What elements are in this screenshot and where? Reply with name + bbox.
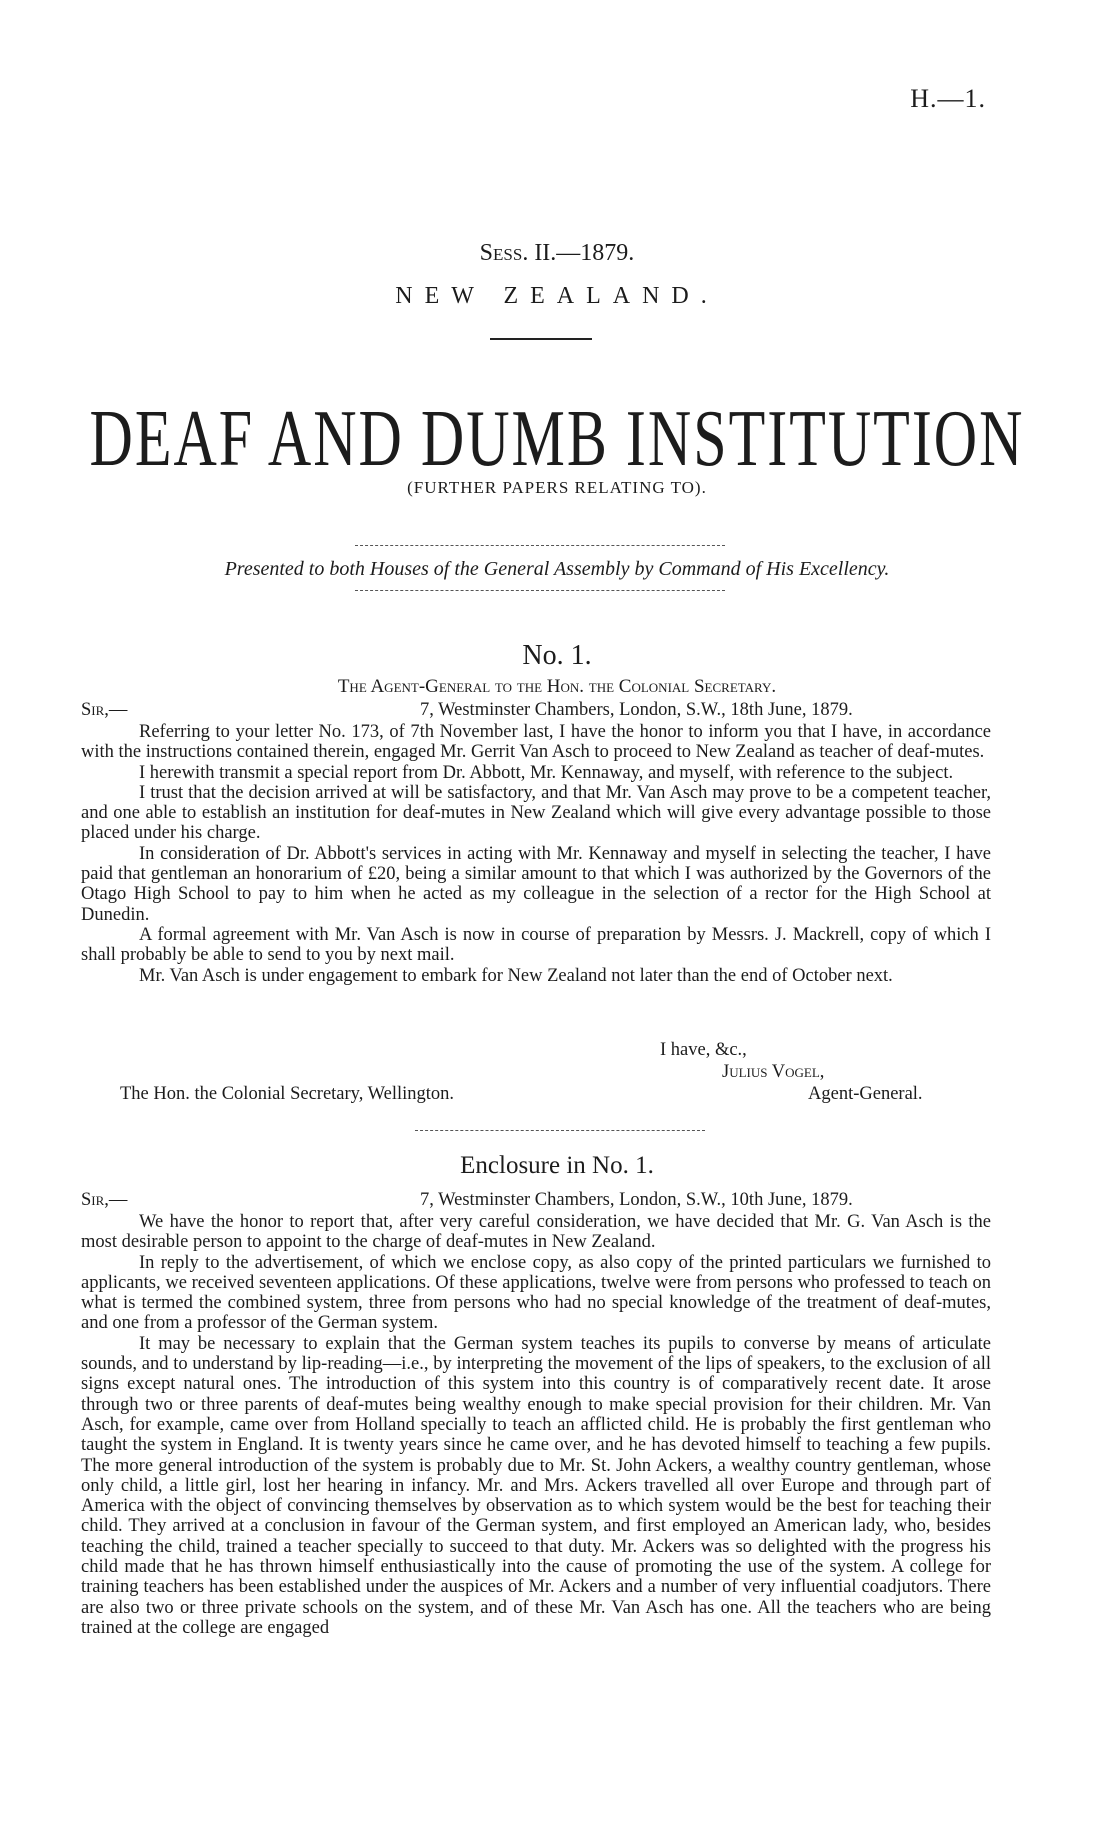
letter-paragraph: I herewith transmit a special report from Dr. Abbott, Mr. Kennaway, and myself, with reference to the subject. [139, 762, 954, 783]
session-line: Sess. II.—1879. [479, 240, 635, 266]
letter-number: No. 1. [522, 640, 592, 671]
divider [355, 590, 725, 591]
letter-addressee: The Hon. the Colonial Secretary, Wellington. [120, 1084, 455, 1104]
divider [490, 338, 592, 340]
divider [355, 545, 725, 546]
enclosure-body [81, 1212, 991, 1638]
letter-paragraph: Mr. Van Asch is under engagement to embark for New Zealand not later than the end of October next. [139, 965, 893, 986]
letter-address-date: 7, Westminster Chambers, London, S.W., 18th June, 1879. [420, 700, 853, 720]
country-line: NEW ZEALAND. [395, 283, 719, 309]
letter-salutation: Sir,— [81, 700, 128, 720]
letter-closing: I have, &c., [660, 1040, 747, 1060]
letter-body [81, 722, 991, 986]
letter-paragraph: In consideration of Dr. Abbott's services in acting with Mr. Kennaway and myself in selecting the teacher, I have paid that gentleman an honorarium of £20, being a similar amount to that which I was authorized by the Governors of the Otago High School to pay to him when he acted as my colleague in the selection of a rector for the High School at Dunedin. [81, 843, 991, 925]
divider [415, 1130, 705, 1131]
document-subtitle: (FURTHER PAPERS RELATING TO). [407, 478, 707, 497]
enclosure-address-date: 7, Westminster Chambers, London, S.W., 10th June, 1879. [420, 1190, 853, 1210]
enclosure-paragraph: It may be necessary to explain that the German system teaches its pupils to converse by means of articulate sounds, and to understand by lip-reading—i.e., by interpreting the movement of the lips of speakers, to the exclusion of all signs except natural ones. The introduction of this system into this country is of comparatively recent date. It arose through two or three parents of deaf-mutes being wealthy enough to make special provision for their children. Mr. Van Asch, for example, came over from Holland specially to teach an afflicted child. He is probably the first gentleman who taught the system in England. It is twenty years since he came over, and he has devoted himself to teaching a few pupils. The more general introduction of the system is probably due to Mr. St. John Ackers, a wealthy country gentleman, whose only child, a little girl, lost her hearing in infancy. Mr. and Mrs. Ackers travelled all over Europe and through part of America with the object of convincing themselves by observation as to which system would be the best for teaching their child. They arrived at a conclusion in favour of the German system, and first employed an American lady, who, besides teaching the child, trained a teacher specially to succeed to that duty. Mr. Ackers was so delighted with the progress his child made that he has thrown himself enthusiastically into the cause of promoting the use of the system. A college for training teachers has been established under the auspices of Mr. Ackers and a number of very influential coadjutors. There are also two or three private schools on the system, and of these Mr. Van Asch has one. All the teachers who are being trained at the college are engaged [81, 1333, 991, 1638]
enclosure-heading: Enclosure in No. 1. [460, 1152, 654, 1179]
presented-line: Presented to both Houses of the General Assembly by Command of His Excellency. [224, 558, 890, 580]
page-identifier: H.—1. [910, 84, 986, 113]
letter-signature-title: Agent-General. [808, 1084, 923, 1104]
letter-from-to: The Agent-General to the Hon. the Colonial Secretary. [337, 676, 777, 697]
document-title: DEAF AND DUMB INSTITUTION [89, 393, 1025, 483]
letter-signature: Julius Vogel, [722, 1062, 825, 1082]
enclosure-paragraph: In reply to the advertisement, of which we enclose copy, as also copy of the printed particulars we furnished to applicants, we received seventeen applications. Of these applications, twelve were from persons who professed to teach on what is termed the combined system, three from persons who had no special knowledge of the treatment of deaf-mutes, and one from a professor of the German system. [81, 1252, 991, 1334]
letter-paragraph: A formal agreement with Mr. Van Asch is now in course of preparation by Messrs. J. Mackrell, copy of which I shall probably be able to send to you by next mail. [81, 924, 991, 966]
enclosure-salutation: Sir,— [81, 1190, 128, 1210]
letter-paragraph: I trust that the decision arrived at will be satisfactory, and that Mr. Van Asch may prove to be a competent teacher, and one able to establish an institution for deaf-mutes in New Zealand which will give every advantage possible to those placed under his charge. [81, 782, 991, 844]
letter-paragraph: Referring to your letter No. 173, of 7th November last, I have the honor to inform you that I have, in accordance with the instructions contained therein, engaged Mr. Gerrit Van Asch to proceed to New Zealand as teacher of deaf-mutes. [81, 722, 991, 763]
enclosure-paragraph: We have the honor to report that, after very careful consideration, we have decided that Mr. G. Van Asch is the most desirable person to appoint to the charge of deaf-mutes in New Zealand. [81, 1212, 991, 1253]
